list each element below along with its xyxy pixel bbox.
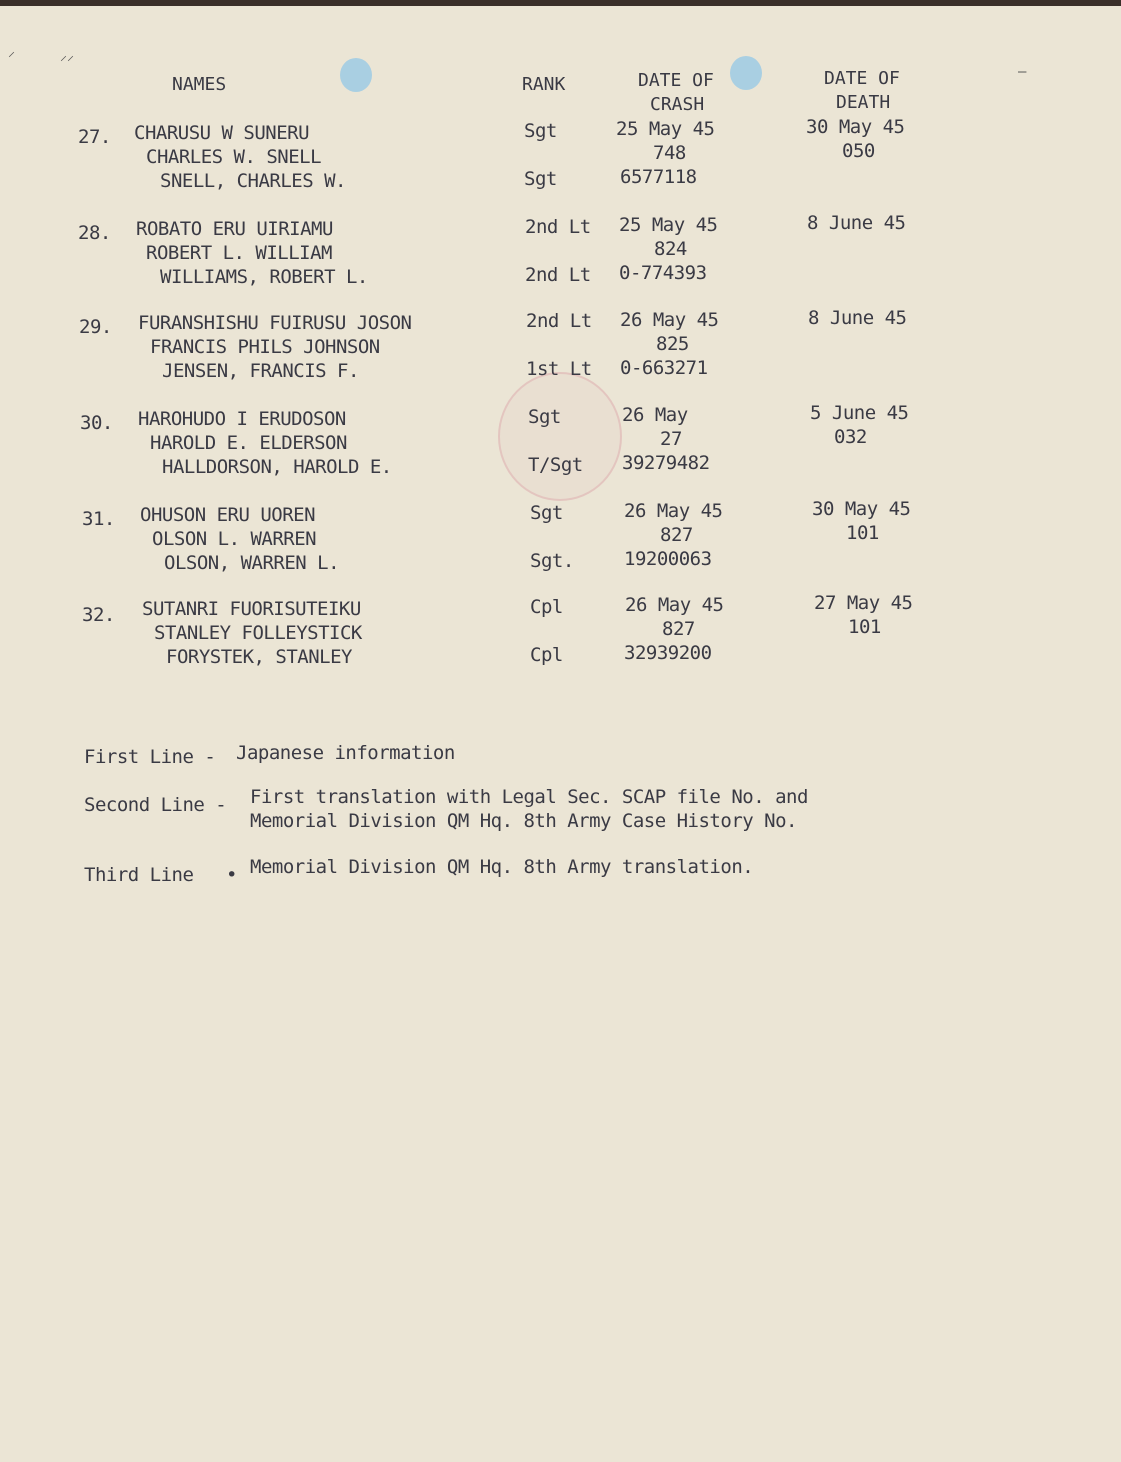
header-date-of-death-1: DATE OF: [824, 68, 900, 89]
death-case-number: 101: [846, 522, 879, 544]
crash-date: 26 May 45: [625, 594, 724, 616]
faded-stamp: [498, 372, 622, 501]
death-date: 30 May 45: [806, 116, 905, 138]
serial-number: 19200063: [624, 548, 712, 570]
serial-number: 32939200: [624, 642, 712, 664]
first-translation-name: FRANCIS PHILS JOHNSON: [150, 336, 380, 358]
japanese-name: FURANSHISHU FUIRUSU JOSON: [138, 312, 412, 334]
serial-number: 0-663271: [620, 357, 708, 379]
rank-line-1: Sgt: [528, 406, 561, 428]
japanese-name: CHARUSU W SUNERU: [134, 122, 310, 144]
japanese-name: SUTANRI FUORISUTEIKU: [142, 598, 361, 620]
corner-mark-1: ⸝: [8, 44, 15, 60]
first-translation-name: CHARLES W. SNELL: [146, 146, 322, 168]
rank-line-1: 2nd Lt: [525, 216, 591, 238]
serial-number: 39279482: [622, 452, 710, 474]
death-case-number: 050: [842, 140, 875, 162]
death-case-number: 101: [848, 616, 881, 638]
death-date: 8 June 45: [808, 307, 907, 329]
memorial-translation-name: JENSEN, FRANCIS F.: [162, 360, 359, 382]
entry-number: 31.: [82, 508, 115, 530]
rank-line-3: Sgt.: [530, 550, 574, 572]
first-translation-name: ROBERT L. WILLIAM: [146, 242, 332, 264]
entry-number: 30.: [80, 412, 113, 434]
japanese-name: HAROHUDO I ERUDOSON: [138, 408, 346, 430]
rank-line-1: Cpl: [530, 596, 563, 618]
crash-file-number: 824: [654, 238, 687, 260]
memorial-translation-name: WILLIAMS, ROBERT L.: [160, 266, 368, 288]
punch-hole-left: [340, 58, 372, 92]
rank-line-1: Sgt: [524, 120, 557, 142]
corner-mark-2: ⸝⸝: [60, 48, 74, 64]
first-translation-name: STANLEY FOLLEYSTICK: [154, 622, 362, 644]
legend-third-label: Third Line: [84, 864, 194, 886]
legend-second-label: Second Line -: [84, 794, 227, 816]
rank-line-3: 1st Lt: [526, 358, 592, 380]
crash-date: 25 May 45: [619, 214, 718, 236]
punch-hole-right: [730, 56, 762, 90]
memorial-translation-name: OLSON, WARREN L.: [164, 552, 340, 574]
japanese-name: ROBATO ERU UIRIAMU: [136, 218, 333, 240]
death-date: 30 May 45: [812, 498, 911, 520]
rank-line-1: Sgt: [530, 502, 563, 524]
rank-line-3: Sgt: [524, 168, 557, 190]
crash-file-number: 827: [660, 524, 693, 546]
rank-line-1: 2nd Lt: [526, 310, 592, 332]
rank-line-3: Cpl: [530, 644, 563, 666]
first-translation-name: OLSON L. WARREN: [152, 528, 317, 550]
crash-date: 26 May 45: [624, 500, 723, 522]
entry-number: 28.: [78, 222, 111, 244]
crash-file-number: 27: [660, 428, 682, 450]
legend-second-text-1: First translation with Legal Sec. SCAP file No. and: [250, 786, 808, 808]
rank-line-3: 2nd Lt: [525, 264, 591, 286]
entry-number: 29.: [79, 316, 112, 338]
death-date: 27 May 45: [814, 592, 913, 614]
header-names: NAMES: [172, 74, 227, 95]
crash-date: 26 May 45: [620, 309, 719, 331]
crash-date: 26 May: [622, 404, 688, 426]
serial-number: 0-774393: [619, 262, 707, 284]
entry-number: 27.: [78, 126, 111, 148]
page-top-edge: [0, 0, 1121, 6]
entry-number: 32.: [82, 604, 115, 626]
memorial-translation-name: FORYSTEK, STANLEY: [166, 646, 352, 668]
legend-third-bullet: •: [226, 864, 237, 886]
margin-dash: —: [1018, 64, 1027, 80]
crash-file-number: 825: [656, 333, 689, 355]
header-rank: RANK: [522, 74, 566, 95]
header-date-of-death-2: DEATH: [836, 92, 891, 113]
crash-date: 25 May 45: [616, 118, 715, 140]
legend-first-label: First Line -: [84, 746, 216, 768]
legend-third-text: Memorial Division QM Hq. 8th Army translation.: [250, 856, 754, 878]
first-translation-name: HAROLD E. ELDERSON: [150, 432, 347, 454]
japanese-name: OHUSON ERU UOREN: [140, 504, 316, 526]
serial-number: 6577118: [620, 166, 697, 188]
death-case-number: 032: [834, 426, 867, 448]
header-date-of-crash-1: DATE OF: [638, 70, 714, 91]
legend-second-text-2: Memorial Division QM Hq. 8th Army Case History No.: [250, 810, 797, 832]
rank-line-3: T/Sgt: [528, 454, 583, 476]
memorial-translation-name: HALLDORSON, HAROLD E.: [162, 456, 392, 478]
death-date: 8 June 45: [807, 212, 906, 234]
crash-file-number: 827: [662, 618, 695, 640]
memorial-translation-name: SNELL, CHARLES W.: [160, 170, 346, 192]
crash-file-number: 748: [653, 142, 686, 164]
legend-first-text: Japanese information: [236, 742, 455, 764]
death-date: 5 June 45: [810, 402, 909, 424]
header-date-of-crash-2: CRASH: [650, 94, 705, 115]
